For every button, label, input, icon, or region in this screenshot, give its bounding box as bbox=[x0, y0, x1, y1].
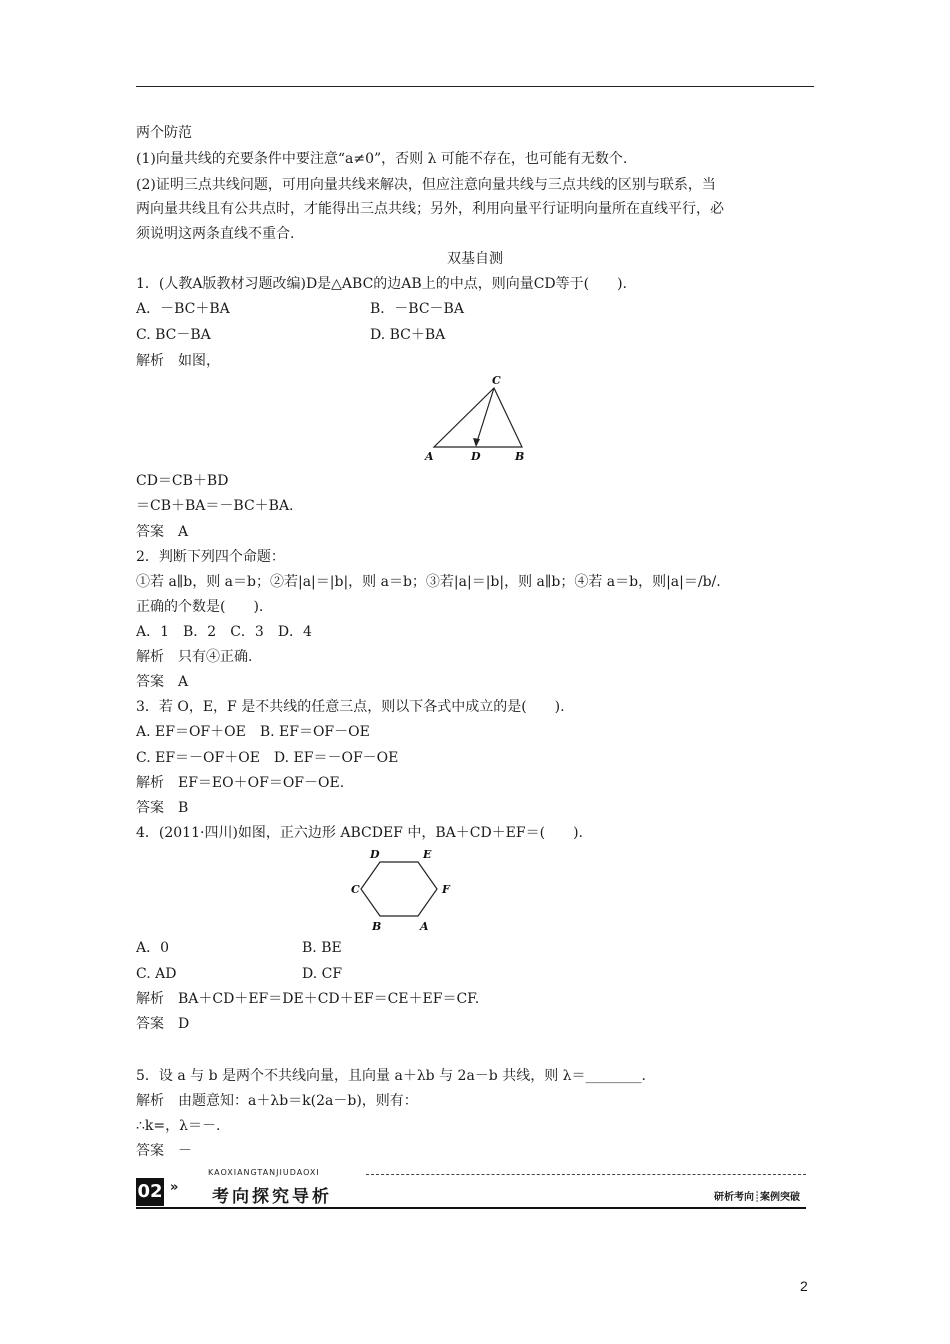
label-c: C bbox=[492, 374, 501, 387]
hexagon-abcdef bbox=[361, 862, 437, 916]
banner-pinyin: KAOXIANGTANJIUDAOXI bbox=[208, 1168, 320, 1177]
q4-answer: 答案 D bbox=[136, 1016, 190, 1032]
q3-question: 3．若 O，E，F 是不共线的任意三点，则以下各式中成立的是( ). bbox=[136, 699, 565, 715]
subsection-title: 双基自测 bbox=[447, 251, 503, 267]
rule-1: (1)向量共线的充要条件中要注意“a≠0”，否则 λ 可能不存在，也可能有无数个. bbox=[136, 151, 628, 167]
q1-option-c: C. BC－BA bbox=[136, 327, 211, 343]
banner-base-rule bbox=[136, 1207, 806, 1209]
q4-option-a: A．0 bbox=[136, 940, 170, 956]
q4-option-b: B. BE bbox=[302, 940, 342, 956]
q1-option-a: A．－BC＋BA bbox=[136, 301, 230, 317]
banner-dotted-rule bbox=[366, 1174, 806, 1175]
q1-option-d: D. BC＋BA bbox=[370, 327, 446, 343]
q2-answer: 答案 A bbox=[136, 674, 189, 690]
q4-question: 4．(2011·四川)如图，正六边形 ABCDEF 中，BA＋CD＋EF＝( ). bbox=[136, 825, 583, 841]
rule-2: (2)证明三点共线问题，可用向量共线来解决，但应注意向量共线与三点共线的区别与联系，当 bbox=[136, 177, 716, 193]
q5-question: 5．设 a 与 b 是两个不共线向量，且向量 a＋λb 与 2a－b 共线，则 λ＝________. bbox=[136, 1068, 646, 1084]
q5-analysis: 解析 由题意知：a＋λb＝k(2a－b)，则有： bbox=[136, 1093, 418, 1109]
q1-solution-2: ＝CB＋BA＝－BC＋BA. bbox=[136, 498, 294, 514]
double-chevron-icon: » bbox=[170, 1180, 179, 1195]
label-f: F bbox=[442, 883, 450, 896]
q4-option-d: D. CF bbox=[302, 966, 343, 982]
q5-conclusion: ∴k=，λ＝－. bbox=[136, 1118, 221, 1134]
label-d: D bbox=[471, 450, 481, 463]
label-b: B bbox=[372, 920, 382, 933]
rule-4: 须说明这两条直线不重合. bbox=[136, 226, 295, 242]
label-a: A bbox=[420, 920, 429, 933]
q1-solution-1: CD＝CB＋BD bbox=[136, 473, 229, 489]
q1-analysis: 解析 如图， bbox=[136, 353, 220, 369]
vector-cd-arrowhead bbox=[473, 438, 480, 447]
q1-question: 1．(人教A版教材习题改编)D是△ABC的边AB上的中点，则向量CD等于( ). bbox=[136, 276, 628, 292]
q3-answer: 答案 B bbox=[136, 800, 189, 816]
q2-options: A．1 B．2 C．3 D．4 bbox=[136, 624, 312, 640]
banner-number: 02 bbox=[136, 1178, 164, 1206]
q3-options-cd: C. EF＝－OF＋OE D. EF＝－OF－OE bbox=[136, 750, 399, 766]
q2-prompt: 正确的个数是( ). bbox=[136, 599, 264, 615]
hexagon-figure bbox=[350, 844, 460, 934]
q3-options-ab: A. EF＝OF＋OE B. EF＝OF－OE bbox=[136, 724, 370, 740]
page-number: 2 bbox=[800, 1278, 808, 1294]
banner-right-caption: 研析考向┊案例突破 bbox=[713, 1192, 800, 1203]
q4-option-c: C. AD bbox=[136, 966, 177, 982]
label-a: A bbox=[425, 450, 434, 463]
q1-option-b: B．－BC－BA bbox=[370, 301, 464, 317]
section-banner bbox=[136, 1170, 806, 1208]
banner-title: 考向探究导析 bbox=[212, 1187, 332, 1207]
q3-analysis: 解析 EF＝EO＋OF＝OF－OE. bbox=[136, 775, 345, 791]
label-d: D bbox=[370, 848, 380, 861]
rule-3: 两向量共线且有公共点时，才能得出三点共线；另外，利用向量平行证明向量所在直线平行，必 bbox=[136, 201, 724, 217]
q2-question: 2．判断下列四个命题： bbox=[136, 549, 285, 565]
q4-analysis: 解析 BA＋CD＋EF＝DE＋CD＋EF＝CE＋EF＝CF. bbox=[136, 991, 480, 1007]
label-c: C bbox=[351, 883, 360, 896]
q2-analysis: 解析 只有④正确. bbox=[136, 649, 253, 665]
top-rule bbox=[136, 86, 814, 87]
label-e: E bbox=[423, 848, 432, 861]
q1-answer: 答案 A bbox=[136, 524, 189, 540]
section-title: 两个防范 bbox=[136, 125, 192, 141]
triangle-figure bbox=[420, 372, 530, 466]
q5-answer: 答案 － bbox=[136, 1143, 192, 1159]
q2-statements: ①若 a∥b，则 a＝b；②若|a|＝|b|，则 a＝b；③若|a|＝|b|，则 a∥b；④若 a＝b，则|a|＝/b/. bbox=[136, 574, 721, 590]
label-b: B bbox=[515, 450, 525, 463]
